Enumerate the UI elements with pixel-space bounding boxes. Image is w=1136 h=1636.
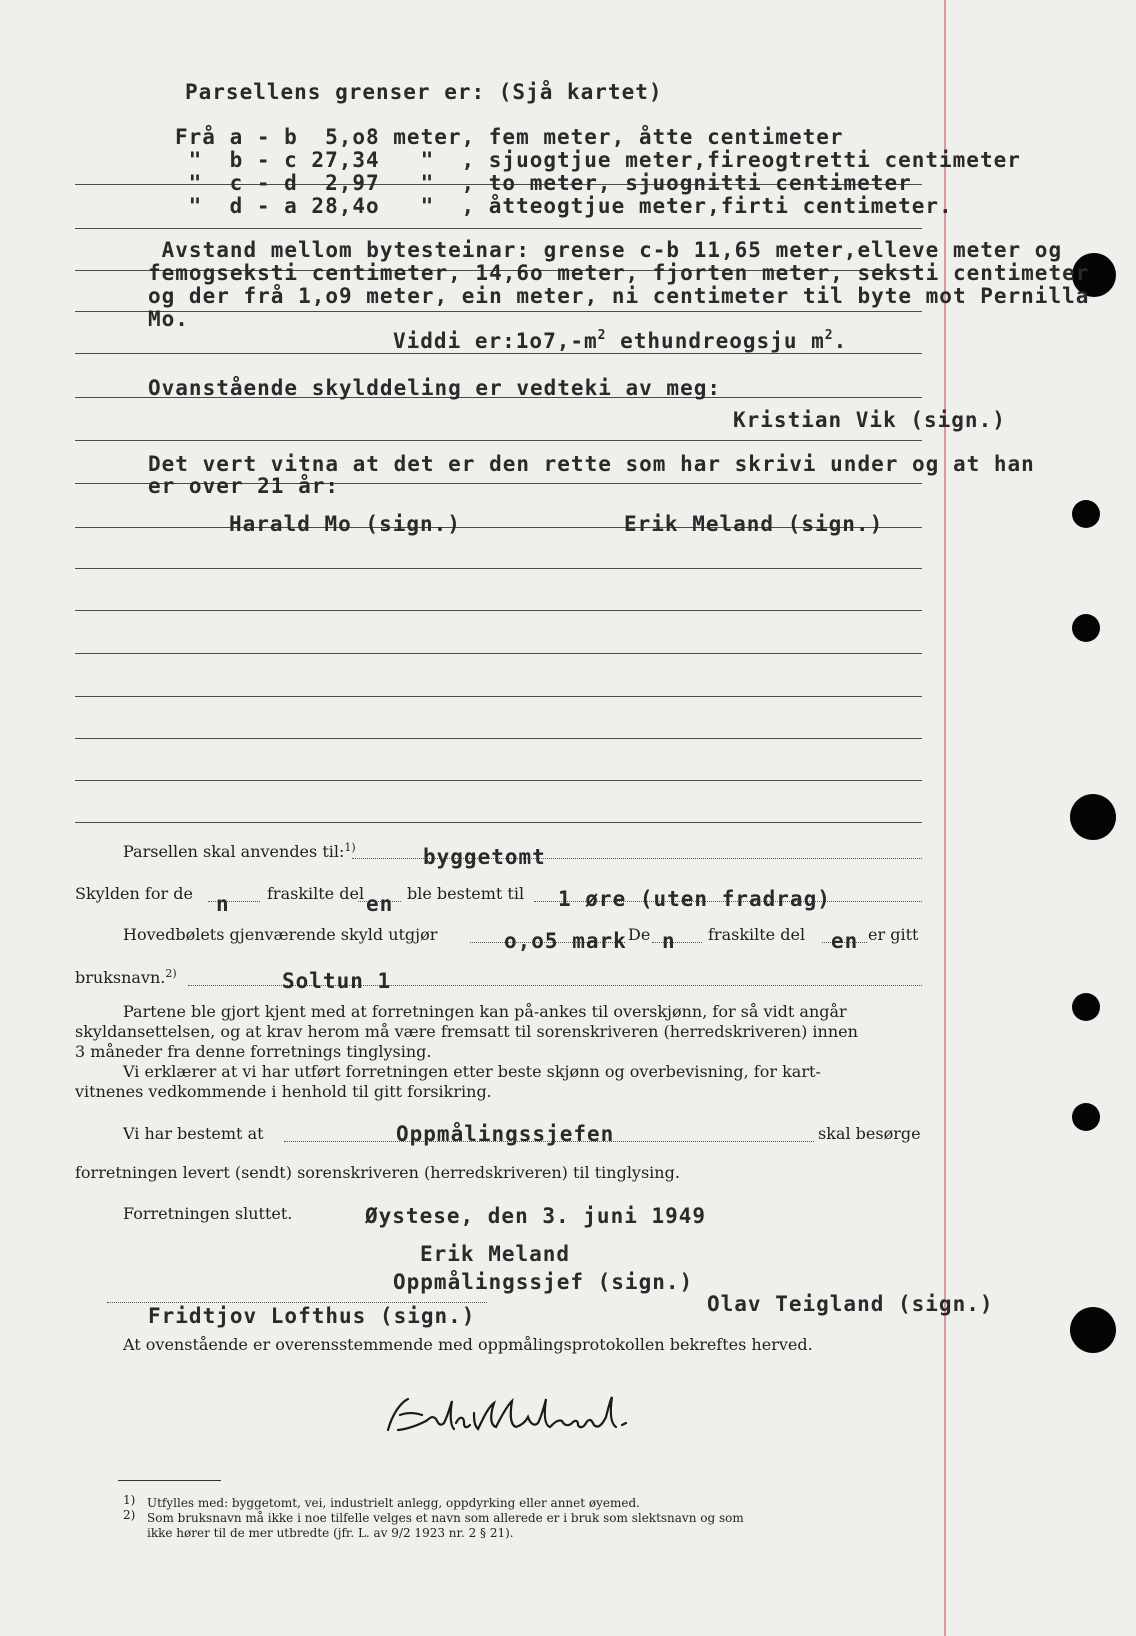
- signer-left: Fridtjov Lofthus (sign.): [148, 1304, 476, 1328]
- punch-hole: [1070, 794, 1116, 840]
- area-superscript: 2: [824, 328, 834, 343]
- decided-label: Vi har bestemt at: [123, 1124, 264, 1143]
- area-value: Viddi er:1o7,-m: [393, 329, 598, 353]
- footnote-mark: 2): [123, 1508, 136, 1522]
- main-farm-label: De: [628, 925, 651, 944]
- footnote-text: Utfylles med: byggetomt, vei, industrielt anlegg, oppdyrking eller annet øyemed.: [147, 1496, 640, 1510]
- place-date: Øystese, den 3. juni 1949: [365, 1204, 707, 1228]
- declaration-paragraph: Vi erklærer at vi har utført forretningen etter beste skjønn og overbevisning, for kart-: [123, 1062, 821, 1081]
- boundary-line: " b - c 27,34 " , sjuogtjue meter,fireogtretti centimeter: [175, 148, 1021, 172]
- ruled-line: [75, 738, 922, 739]
- tax-label: fraskilte del: [267, 884, 365, 903]
- certification: At ovenstående er overensstemmende med oppmålingsprotokollen bekreftes herved.: [123, 1335, 813, 1354]
- footnote-ref: 2): [165, 967, 177, 980]
- main-farm-value: o,o5 mark: [504, 929, 627, 953]
- tax-label: ble bestemt til: [407, 884, 525, 903]
- area-words: ethundreogsju m: [606, 329, 825, 353]
- appeal-paragraph: 3 måneder fra denne forretnings tinglysing.: [75, 1042, 432, 1061]
- ruled-line: [75, 568, 922, 569]
- punch-hole: [1072, 993, 1100, 1021]
- use-value: byggetomt: [423, 845, 546, 869]
- distance-line: Mo.: [148, 307, 189, 331]
- farm-name-label: bruksnavn.$^{2)}$: [75, 967, 177, 987]
- tax-fill: n: [216, 892, 230, 916]
- boundary-line: " c - d 2,97 " , to meter, sjuognitti centimeter: [175, 171, 912, 195]
- punch-hole: [1072, 1103, 1100, 1131]
- punch-hole: [1070, 1307, 1116, 1353]
- main-farm-fill: en: [831, 929, 859, 953]
- handwritten-signature: [378, 1385, 648, 1445]
- main-farm-label: Hovedbølets gjenværende skyld utgjør: [123, 925, 438, 944]
- signer-name: Erik Meland: [420, 1242, 571, 1266]
- closed-label: Forretningen sluttet.: [123, 1204, 293, 1223]
- ruled-line: [75, 822, 922, 823]
- ruled-line: [75, 696, 922, 697]
- distance-line: femogseksti centimeter, 14,6o meter, fjorten meter, seksti centimeter: [148, 261, 1090, 285]
- ruled-line: [75, 780, 922, 781]
- approval-statement: Ovanstående skylddeling er vedteki av meg:: [148, 376, 722, 400]
- distance-line: Avstand mellom bytesteinar: grense c-b 11,65 meter,elleve meter og: [148, 238, 1063, 262]
- tax-value: 1 øre (uten fradrag): [558, 887, 831, 911]
- delivery-statement: forretningen levert (sendt) sorenskriveren (herredskriveren) til tinglysing.: [75, 1163, 680, 1182]
- main-farm-label: fraskilte del: [708, 925, 806, 944]
- declaration-paragraph: vitnenes vedkommende i henhold til gitt forsikring.: [75, 1082, 492, 1101]
- tax-fill: en: [366, 892, 394, 916]
- signature-line: [107, 1302, 487, 1303]
- ruled-line: [75, 440, 922, 441]
- boundary-line: " d - a 28,4o " , åtteogtjue meter,firti centimeter.: [175, 194, 953, 218]
- tax-label: Skylden for de: [75, 884, 193, 903]
- decided-value: Oppmålingssjefen: [396, 1122, 615, 1146]
- area-statement: [393, 329, 847, 357]
- boundaries-heading: Parsellens grenser er: (Sjå kartet): [185, 80, 663, 104]
- witness-signer: Harald Mo (sign.): [229, 512, 461, 536]
- main-farm-label: er gitt: [868, 925, 919, 944]
- punch-hole: [1072, 614, 1100, 642]
- farm-name-value: Soltun 1: [282, 969, 392, 993]
- ruled-line: [75, 228, 922, 229]
- decided-label: skal besørge: [818, 1124, 921, 1143]
- footnote-ref: 1): [344, 841, 356, 854]
- area-end: .: [833, 329, 848, 353]
- footnote-mark: 1): [123, 1493, 136, 1507]
- fill-line: [652, 942, 702, 943]
- footnote-text: Som bruksnavn må ikke i noe tilfelle velges et navn som allerede er i bruk som slektsnavn og som: [147, 1511, 744, 1525]
- appeal-paragraph: skyldansettelsen, og at krav herom må være fremsatt til sorenskriveren (herredskriveren) innen: [75, 1022, 858, 1041]
- boundary-line: Frå a - b 5,o8 meter, fem meter, åtte centimeter: [175, 125, 844, 149]
- distance-line: og der frå 1,o9 meter, ein meter, ni centimeter til byte mot Pernilla: [148, 284, 1090, 308]
- footnote-rule: [118, 1480, 221, 1481]
- use-label: Parsellen skal anvendes til:$^{1)}$: [123, 841, 356, 861]
- appeal-paragraph: Partene ble gjort kjent med at forretningen kan på-ankes til overskjønn, for så vidt angår: [123, 1002, 847, 1021]
- witness-signer: Erik Meland (sign.): [624, 512, 884, 536]
- ruled-line: [75, 653, 922, 654]
- approval-signer: Kristian Vik (sign.): [733, 408, 1006, 432]
- ruled-line: [75, 311, 922, 312]
- witness-statement: Det vert vitna at det er den rette som har skrivi under og at han: [148, 452, 1035, 476]
- punch-hole: [1072, 500, 1100, 528]
- ruled-line: [75, 610, 922, 611]
- signer-title: Oppmålingssjef (sign.): [393, 1270, 694, 1294]
- area-superscript: 2: [597, 328, 607, 343]
- main-farm-fill: n: [662, 929, 676, 953]
- witness-statement: er over 21 år:: [148, 474, 340, 498]
- footnote-text: ikke hører til de mer utbredte (jfr. L. av 9/2 1923 nr. 2 § 21).: [147, 1526, 514, 1540]
- signer-right: Olav Teigland (sign.): [707, 1292, 994, 1316]
